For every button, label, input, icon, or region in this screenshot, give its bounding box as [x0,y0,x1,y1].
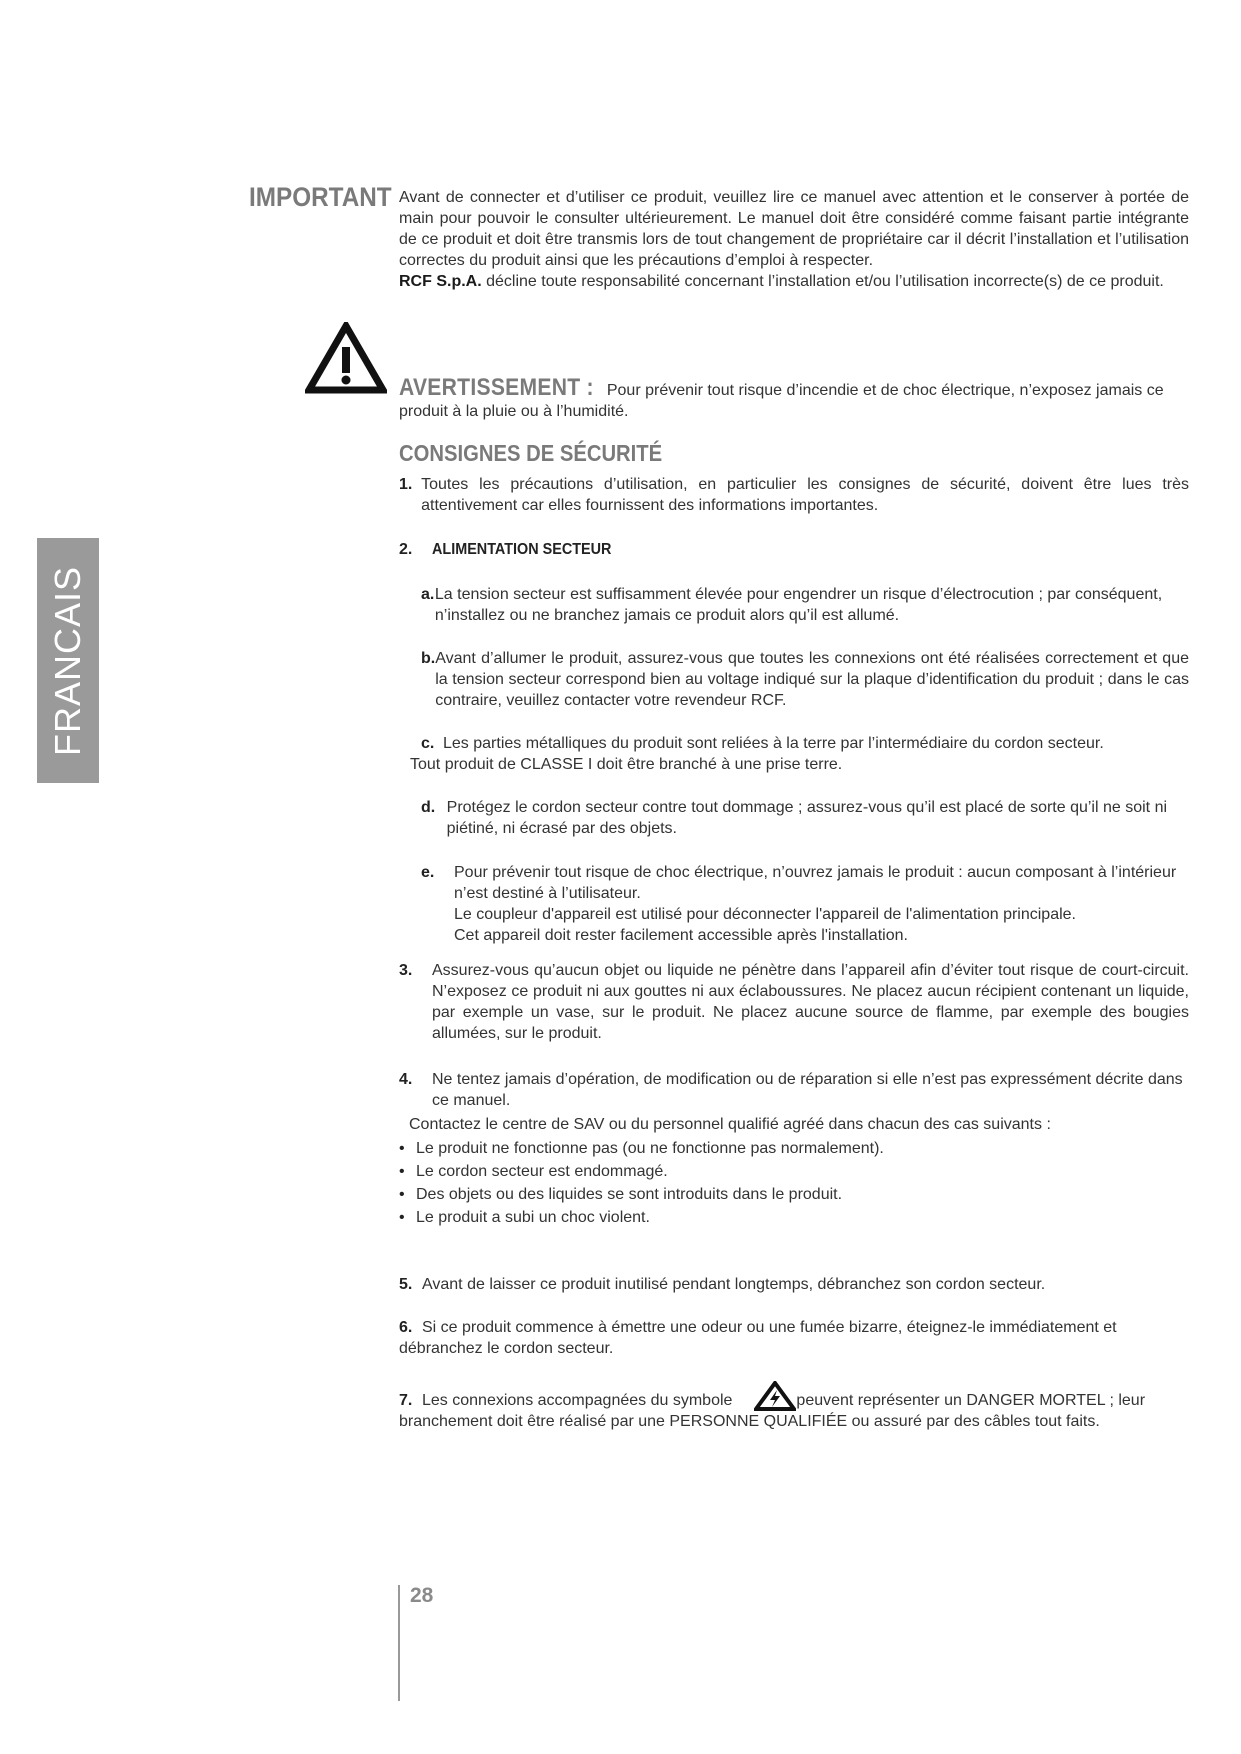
consignes-title: CONSIGNES DE SÉCURITÉ [399,440,663,466]
sub-letter: c. [421,735,435,752]
important-intro [399,187,1189,292]
item-number: 1. [399,476,413,493]
page-number: 28 [410,1584,434,1607]
consigne-item-6 [399,1317,1189,1359]
item-number: 5. [399,1276,413,1293]
sub-item-b [421,648,1189,711]
sub-text-3: Cet appareil doit rester facilement accessible après l'installation. [454,927,908,944]
important-heading: IMPORTANT [249,182,392,212]
sub-item-c [410,733,1189,775]
item-text: Ne tentez jamais d’opération, de modification ou de réparation si elle n’est pas expressément décrite dans ce manuel. [432,1071,1183,1109]
consigne-item-4 [399,1069,1189,1111]
sub-letter: e. [421,864,435,881]
side-tab-label: FRANCAIS [47,565,88,756]
item-text: Si ce produit commence à émettre une odeur ou une fumée bizarre, éteignez-le immédiatement et débranchez le cordon secteur. [399,1319,1117,1357]
sub-text-1: Pour prévenir tout risque de choc électrique, n’ouvrez jamais le produit : aucun composant à l’intérieur n’est destiné à l’utilisateur. [454,864,1177,902]
sub-text-2: Le coupleur d'appareil est utilisé pour déconnecter l'appareil de l'alimentation principale. [454,906,1076,923]
item-text: Assurez-vous qu’aucun objet ou liquide ne pénètre dans l’appareil afin d’éviter tout risque de court-circuit. N’exposez ce produit ni aux gouttes ni aux éclaboussures. Ne placez aucun récipient contenant un liquide, par exemple un vase, sur le produit. Ne placez aucune source de flamme, par exemple des bougies allumées, sur le produit. [432,962,1189,1042]
consigne-item-2 [399,539,1189,560]
sub-letter: d. [421,799,436,816]
sub-text: Avant d’allumer le produit, assurez-vous que toutes les connexions ont été réalisées correctement et que la tension secteur correspond bien au voltage indiqué sur la plaque d’identification du produit ; dans le cas contraire, veuillez contacter votre revendeur RCF. [435,650,1189,709]
consigne-item-3 [399,960,1189,1044]
item-text-after: peuvent représenter un DANGER MORTEL ; leur branchement doit être réalisé par une PERSONNE QUALIFIÉE ou assuré par des câbles tout faits. [399,1392,1146,1430]
sub-letter: a. [421,586,435,603]
rcf-disclaimer-text: décline toute responsabilité concernant l’installation et/ou l’utilisation incorrecte(s) de ce produit. [481,273,1164,290]
consigne-item-1 [399,474,1189,516]
sub-text-line1: Les parties métalliques du produit sont reliées à la terre par l’intermédiaire du cordon secteur. [443,735,1104,752]
contact-sav-text: Contactez le centre de SAV ou du personnel qualifié agréé dans chacun des cas suivants : [409,1116,1051,1133]
list-item: • Des objets ou des liquides se sont introduits dans le produit. [399,1183,1189,1206]
sub-item-d [421,797,1189,839]
avertissement-label: AVERTISSEMENT : [399,374,594,401]
footer-rule [398,1585,400,1701]
list-item: • Le produit a subi un choc violent. [399,1206,1189,1229]
item-number: 2. [399,541,413,558]
item-number: 7. [399,1392,413,1409]
avertissement-block [399,374,1189,422]
sub-item-e [421,862,1189,946]
sub-text-line2: Tout produit de CLASSE I doit être branché à une prise terre. [410,756,843,773]
item-text: Avant de laisser ce produit inutilisé pendant longtemps, débranchez son cordon secteur. [422,1276,1046,1293]
high-voltage-warning-icon [754,1381,796,1411]
language-side-tab [37,538,99,783]
item-number: 3. [399,962,413,979]
item-number: 4. [399,1071,413,1088]
sub-letter: b. [421,650,436,667]
sub-text: La tension secteur est suffisamment élevée pour engendrer un risque d’électrocution ; par conséquent, n’installez ou ne branchez jamais ce produit alors qu’il est allumé. [434,586,1163,624]
item-text: Toutes les précautions d’utilisation, en particulier les consignes de sécurité, doivent être lues très attentivement car elles fournissent des informations importantes. [421,476,1189,514]
list-item: • Le produit ne fonctionne pas (ou ne fonctionne pas normalement). [399,1137,1189,1160]
item-number: 6. [399,1319,413,1336]
consigne-item-5 [399,1274,1189,1295]
rcf-company-name: RCF S.p.A. [399,273,482,290]
intro-paragraph: Avant de connecter et d’utiliser ce produit, veuillez lire ce manuel avec attention et le conserver à portée de main pour pouvoir le consulter ultérieurement. Le manuel doit être considéré comme faisant partie intégrante de ce produit et doit être transmis lors de tout changement de propriétaire car il décrit l’installation et l’utilisation correctes du produit ainsi que les précautions d’emploi à respecter. [399,189,1189,269]
consigne-item-7 [399,1381,1189,1432]
rcf-disclaimer [399,271,1189,292]
avertissement-text: Pour prévenir tout risque d’incendie et de choc électrique, n’exposez jamais ce produit à la pluie ou à l’humidité. [399,382,1164,420]
item-title: ALIMENTATION SECTEUR [432,541,612,558]
list-item: • Le cordon secteur est endommagé. [399,1160,1189,1183]
warning-triangle-icon [305,322,387,394]
sub-text: Protégez le cordon secteur contre tout dommage ; assurez-vous qu’il est placé de sorte qu’il ne soit ni piétiné, ni écrasé par des objets. [446,799,1168,837]
sub-item-a [421,584,1189,626]
sav-cases-list [399,1137,1189,1229]
item-text-before: Les connexions accompagnées du symbole [422,1392,733,1409]
